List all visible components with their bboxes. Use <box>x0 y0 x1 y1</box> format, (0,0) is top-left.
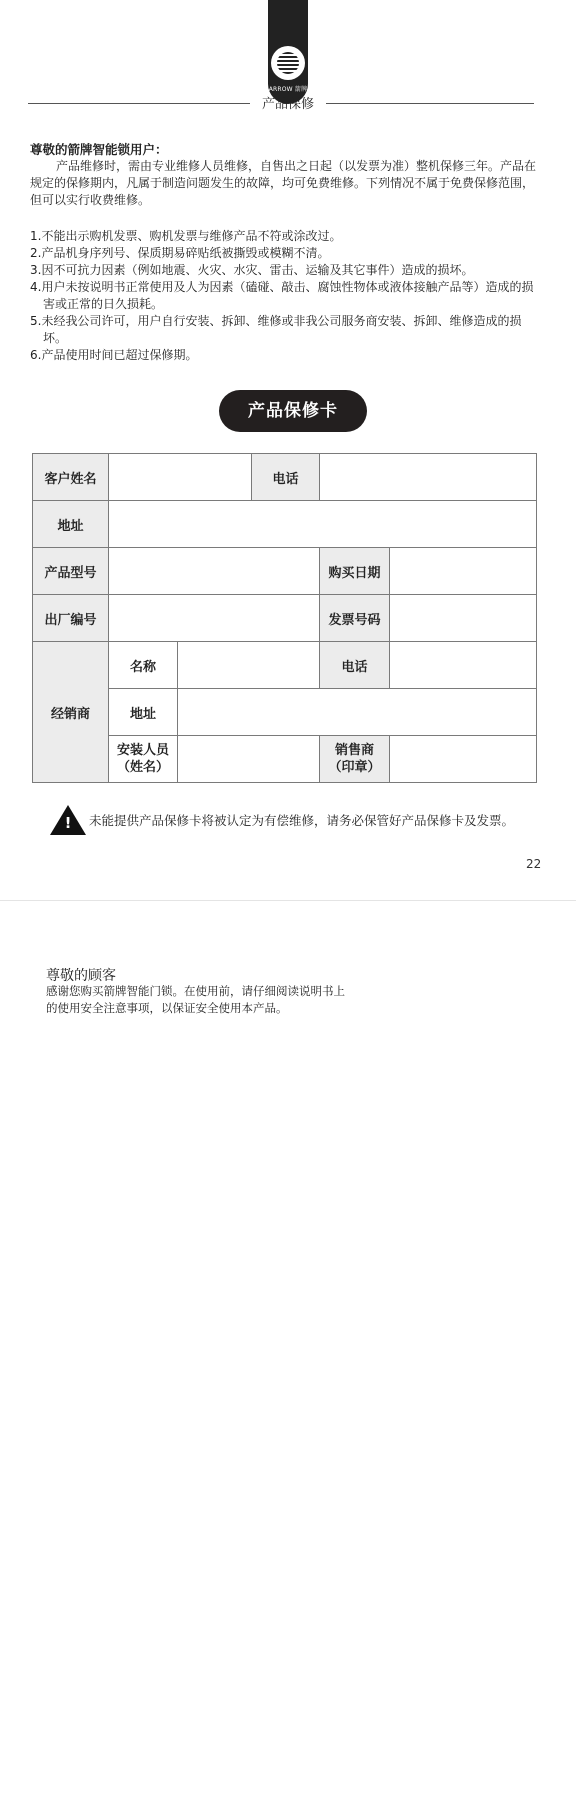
list-item: 4.用户未按说明书正常使用及人为因素（磕碰、敲击、腐蚀性物体或液体接触产品等）造成的损害或正常的日久损耗。 <box>30 280 534 311</box>
customer-name-label: 客户姓名 <box>33 454 109 501</box>
page-title: 产品保修 <box>261 97 314 112</box>
serial-label: 出厂编号 <box>33 595 109 642</box>
serial-field[interactable] <box>109 595 320 642</box>
welcome-body: 感谢您购买箭牌智能门锁。在使用前，请仔细阅读说明书上的使用安全注意事项，以保证安全使用本产品。 <box>46 984 345 1015</box>
logo-text: ARROW 箭牌 <box>268 86 308 93</box>
list-item: 5.未经我公司许可，用户自行安装、拆卸、维修或非我公司服务商安装、拆卸、维修造成的损坏。 <box>30 314 522 345</box>
warning-exclamation: ! <box>64 814 72 832</box>
model-label: 产品型号 <box>33 548 109 595</box>
installer-field[interactable] <box>178 736 320 783</box>
table-row <box>33 595 537 642</box>
card-title-badge: 产品保修卡 <box>219 390 367 432</box>
seller-label-line2: （印章） <box>328 760 381 775</box>
invoice-number-label: 发票号码 <box>320 595 390 642</box>
address-label: 地址 <box>33 501 109 548</box>
terms-list <box>30 228 540 364</box>
table-row <box>33 501 537 548</box>
address-field[interactable] <box>109 501 537 548</box>
model-field[interactable] <box>109 548 320 595</box>
intro-paragraph: 产品维修时，需由专业维修人员维修，自售出之日起（以发票为准）整机保修三年。产品在规定的保修期内，凡属于制造问题发生的故障，均可免费维修。下列情况不属于免费保修范围，但可以实行收费维修。 <box>30 159 537 207</box>
dealer-address-label: 地址 <box>109 689 178 736</box>
purchase-date-field[interactable] <box>390 548 537 595</box>
list-item: 3.因不可抗力因素（例如地震、火灾、水灾、雷击、运输及其它事件）造成的损坏。 <box>30 263 474 277</box>
phone-label: 电话 <box>252 454 320 501</box>
seller-label <box>320 736 390 783</box>
welcome-page <box>0 901 576 1800</box>
table-row <box>33 642 537 689</box>
list-item: 6.产品使用时间已超过保修期。 <box>30 348 198 362</box>
page-number: 22 <box>526 857 542 871</box>
list-item: 1.不能出示购机发票、购机发票与维修产品不符或涂改过。 <box>30 229 342 243</box>
dealer-name-label: 名称 <box>109 642 178 689</box>
seller-stamp-field[interactable] <box>390 736 537 783</box>
header-tab <box>268 0 308 104</box>
dealer-phone-label: 电话 <box>320 642 390 689</box>
list-item: 2.产品机身序列号、保质期易碎贴纸被撕毁或模糊不清。 <box>30 246 330 260</box>
notice-text: 未能提供产品保修卡将被认定为有偿维修，请务必保管好产品保修卡及发票。 <box>89 813 515 828</box>
header-rule-right <box>326 103 534 104</box>
dealer-address-field[interactable] <box>178 689 537 736</box>
installer-label <box>109 736 178 783</box>
dealer-label: 经销商 <box>33 642 109 783</box>
purchase-date-label: 购买日期 <box>320 548 390 595</box>
seller-label-line1: 销售商 <box>334 743 374 758</box>
table-row <box>33 454 537 501</box>
notice <box>50 805 550 835</box>
invoice-number-field[interactable] <box>390 595 537 642</box>
customer-name-field[interactable] <box>109 454 252 501</box>
phone-field[interactable] <box>320 454 537 501</box>
table-row <box>33 736 537 783</box>
installer-label-line2: （姓名） <box>116 760 169 775</box>
table-row <box>33 689 537 736</box>
welcome-title: 尊敬的顾客 <box>46 968 116 984</box>
warranty-card-table <box>32 453 537 783</box>
installer-label-line1: 安装人员 <box>116 743 169 758</box>
header-rule-left <box>28 103 250 104</box>
greeting: 尊敬的箭牌智能锁用户： <box>30 142 168 157</box>
dealer-name-field[interactable] <box>178 642 320 689</box>
arrow-brand-logo-icon <box>271 46 305 80</box>
dealer-phone-field[interactable] <box>390 642 537 689</box>
table-row <box>33 548 537 595</box>
